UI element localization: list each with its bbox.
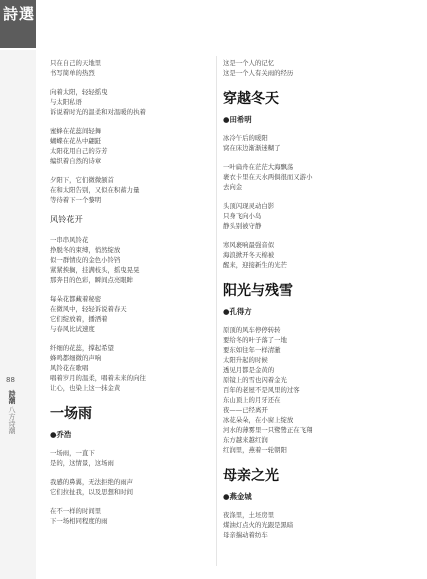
poem-line: 夜涤里，土坯房里 xyxy=(223,511,275,519)
poem-line: 海浪掀开冬天棉被 xyxy=(223,251,275,259)
poem-line: 挣脱冬的束缚，悄然绽放 xyxy=(50,246,121,254)
poem-subtitle: 风铃花开 xyxy=(50,214,83,224)
right-column xyxy=(223,58,395,549)
poem-author: ●燕金城 xyxy=(223,492,252,501)
poem-line: 要给冬的叶子落了一地 xyxy=(223,336,287,344)
poem-line: 与太阳私语 xyxy=(50,98,82,106)
poem-line: 河水的薄雾里一只鹭鸶正在飞翔 xyxy=(223,426,313,434)
poem-line: 煤油灯点火的光跟是黑暗 xyxy=(223,521,294,529)
poem-stanza xyxy=(50,294,222,334)
poem-line: 向着太阳，轻轻摇曳 xyxy=(50,88,108,96)
poem-stanza xyxy=(50,448,222,468)
poem-line: 唱着岁月的温柔，唱着未来的向往 xyxy=(50,374,146,382)
poem-line: 冰花朵朵，在小窗上绽放 xyxy=(223,416,294,424)
poem-line: 与春风比试速度 xyxy=(50,325,95,333)
poem-line: 它们拉扯我，以及思想和时间 xyxy=(50,488,134,496)
poem-line: 每朵花都藏着秘密 xyxy=(50,295,102,303)
section-title: 詩潮 xyxy=(8,390,16,404)
side-rail xyxy=(0,50,36,579)
poem-author: ●田希明 xyxy=(223,115,252,124)
poem-stanza xyxy=(50,58,222,78)
poem-line: 下一场相同程度的雨 xyxy=(50,517,108,525)
poem-line: 在和太阳告别，又似在积蓄力量 xyxy=(50,186,140,194)
poem-line: 去向金 xyxy=(223,183,243,191)
poem-line: 我感的鼻翼，无法拒绝的雨声 xyxy=(50,478,134,486)
poem-stanza xyxy=(50,343,222,393)
poem-stanza xyxy=(223,201,395,231)
poem-line: 蜂鸣都细微的声响 xyxy=(50,354,102,362)
poem-line: 编织着自然的诗章 xyxy=(50,157,102,165)
poem-stanza xyxy=(50,175,222,205)
poem-line: 静头别被守静 xyxy=(223,222,262,230)
poem-line: 书写简单的热烈 xyxy=(50,69,95,77)
left-column xyxy=(50,58,222,535)
poem-line: 母亲揣动着纺车 xyxy=(223,531,268,539)
poem-stanza xyxy=(223,58,395,78)
poem-line: 蜜蜂在花蕊间轻舞 xyxy=(50,127,102,135)
poem-title: 穿越冬天 xyxy=(223,91,279,107)
poem-line: 蝴蝶在花丛中翩跹 xyxy=(50,137,102,145)
poem-line: 东山顶上的月牙还在 xyxy=(223,396,281,404)
poem-stanza xyxy=(50,506,222,526)
poem-line: 在不一样的时间里 xyxy=(50,507,102,515)
poem-line: 它们绽放着，播洒着 xyxy=(50,315,108,323)
poem-line: 要东如往年一样清澈 xyxy=(223,346,281,354)
poem-line: 纤细的花蕊，撑起希望 xyxy=(50,344,114,352)
poem-line: 似一群情皮的金色小铃铛 xyxy=(50,256,121,264)
poem-line: 夜——已经离开 xyxy=(223,406,268,414)
poem-line: 夕阳下，它们微微颔首 xyxy=(50,176,114,184)
poem-stanza xyxy=(50,235,222,285)
poem-line: 透见月都是金黄的 xyxy=(223,366,275,374)
poem-line: 那奔目的色彩，瞬间点亮眼眸 xyxy=(50,276,134,284)
poem-line: 太阳升起的时候 xyxy=(223,356,268,364)
poem-line: 东方越来越红润 xyxy=(223,436,268,444)
poem-stanza xyxy=(223,325,395,455)
poem-line: 红润里，燕着一轮朝阳 xyxy=(223,446,287,454)
section-label xyxy=(7,390,29,434)
poem-stanza xyxy=(223,133,395,153)
poem-line: 百年的老屋不是风里的过客 xyxy=(223,386,300,394)
logo-text: 詩選 xyxy=(3,5,36,23)
poem-stanza xyxy=(223,162,395,192)
poem-line: 只在自己的天地里 xyxy=(50,59,102,67)
poem-line: 在微风中，轻轻诉说着春天 xyxy=(50,305,127,313)
poem-line: 窝在床边渐渐迷糊了 xyxy=(223,144,281,152)
poem-line: 这是一个人有关雨的经历 xyxy=(223,69,294,77)
poem-line: 一叶扁舟在茫茫大海飘荡 xyxy=(223,163,294,171)
poem-line: 是的，这情景，这场雨 xyxy=(50,459,114,467)
magazine-logo xyxy=(0,0,36,48)
poem-line: 冰冷午后的暖阳 xyxy=(223,134,268,142)
poem-author: ●孔得方 xyxy=(223,307,252,316)
poem-stanza xyxy=(223,510,395,540)
poem-stanza xyxy=(50,477,222,497)
page-header-band xyxy=(0,0,427,50)
poem-title: 母亲之光 xyxy=(223,468,279,484)
poem-line: 诉说着时光的温柔和对温暖的执着 xyxy=(50,108,146,116)
poem-author: ●乔浩 xyxy=(50,430,72,439)
poem-line: 风铃花在歌唱 xyxy=(50,364,89,372)
section-subtitle: 八方诗潮 xyxy=(8,406,16,434)
poem-line: 原镜上的雪也闪着金光 xyxy=(223,376,287,384)
poem-title: 一场雨 xyxy=(50,406,92,422)
poem-stanza xyxy=(223,240,395,270)
poem-line: 等待着下一个黎明 xyxy=(50,196,102,204)
poem-line: 一场雨，一直下 xyxy=(50,449,95,457)
poem-line: 一串串风铃花 xyxy=(50,236,89,244)
poem-line: 这是一个人的记忆 xyxy=(223,59,275,67)
poem-line: 裹衣卡里在天水两俱很而又游小 xyxy=(223,173,313,181)
poem-line: 让心，也染上这一抹金黄 xyxy=(50,384,121,392)
poem-title: 阳光与残雪 xyxy=(223,283,293,299)
poem-stanza xyxy=(50,87,222,117)
poem-stanza xyxy=(50,126,222,166)
page-number: 88 xyxy=(6,376,15,384)
poem-line: 寒风裹响最强音似 xyxy=(223,241,275,249)
poem-line: 太阳花用自己的芬芳 xyxy=(50,147,108,155)
poem-line: 紧紧挨搁，挂满枝头，摇曳晃晃 xyxy=(50,266,140,274)
poem-line: 醒来，迎接新生的光芒 xyxy=(223,261,287,269)
poem-line: 头顶闪现灵动白影 xyxy=(223,202,275,210)
poem-line: 原顶的风车停停转转 xyxy=(223,326,281,334)
poem-line: 只身飞向小岛 xyxy=(223,212,262,220)
